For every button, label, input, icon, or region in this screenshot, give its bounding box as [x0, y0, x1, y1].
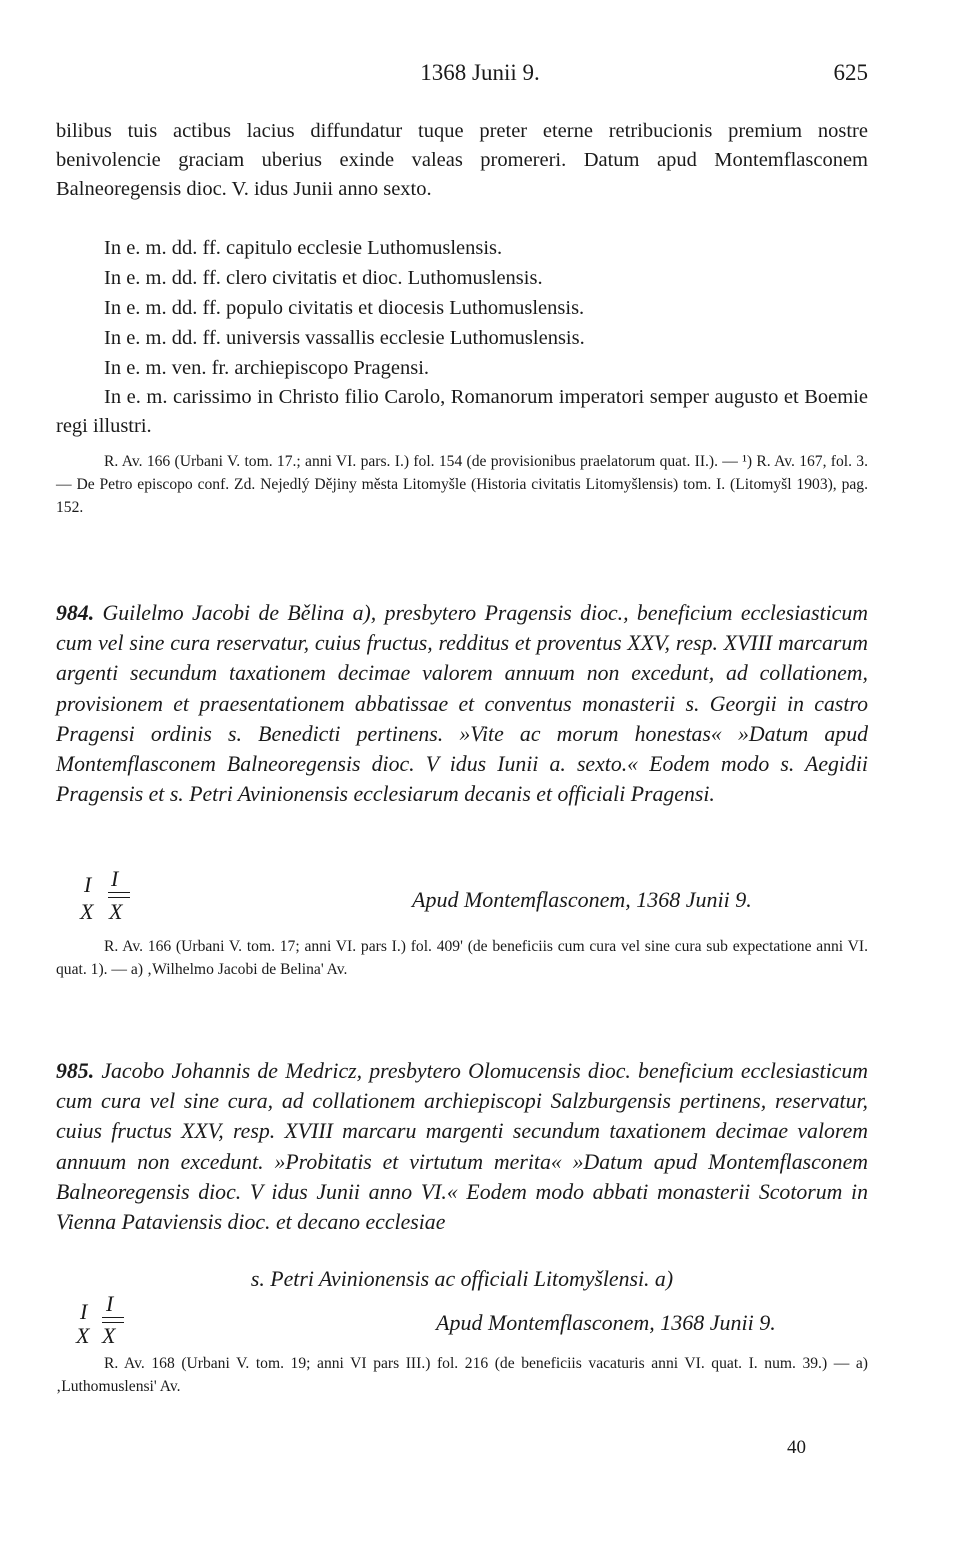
numeral-bottom-right: X [102, 1323, 116, 1348]
entry-985-last-line: s. Petri Avinionensis ac officiali Litomyšlensi. a) [250, 1267, 674, 1291]
signature-numerals [76, 1291, 136, 1348]
numeral-bottom-right: X [109, 899, 123, 924]
numeral-bottom-left: X [76, 1323, 90, 1348]
fraction-bar [108, 892, 130, 893]
sheet-number: 40 [787, 1437, 806, 1458]
fraction-bar [108, 897, 130, 898]
entry-984 [56, 598, 868, 809]
entry-text: Jacobo Johannis de Medricz, presbytero Olomucensis dioc. beneficium ecclesiasticum cum cura vel sine cura, ad collationem archiepiscopi Salzburgensis pertinens, reservatur, cuius fructus XXV, resp. XVIII marcaru margenti secundum taxationem decimae valorem annuum non excedunt. »Probitatis et virtutum merita« »Datum apud Montemflasconem Balneoregensis dioc. V idus Junii anno VI.« Eodem modo abbati monasterii Scotorum in Vienna Pataviensis dioc. et decano ecclesiae [56, 1059, 868, 1235]
in-eundem-list [104, 233, 864, 383]
in-eundem-last: In e. m. carissimo in Christo filio Carolo, Romanorum imperatori semper augusto et Boemie regi illustri. [56, 386, 868, 438]
in-eundem-line: In e. m. ven. fr. archiepiscopo Pragensi. [104, 357, 430, 379]
signature-numerals [78, 866, 138, 924]
page-number: 625 [833, 60, 868, 85]
entry-number: 984. [56, 601, 95, 625]
place-date: Apud Montemflasconem, 1368 Junii 9. [436, 1310, 776, 1335]
in-eundem-line: In e. m. dd. ff. clero civitatis et dioc. Luthomuslensis. [104, 267, 543, 289]
numeral-top-right: I [106, 1291, 114, 1316]
in-eundem-line: In e. m. dd. ff. capitulo ecclesie Luthomuslensis. [104, 237, 503, 259]
in-eundem-line: In e. m. dd. ff. populo civitatis et diocesis Luthomuslensis. [104, 297, 585, 319]
numeral-top-left: I [80, 1299, 88, 1324]
intro-paragraph: bilibus tuis actibus lacius diffundatur tuque preter eterne retribucionis premium nostre benivolencie graciam uberius exinde valeas promereri. Datum apud Montemflasconem Balneoregensis dioc. V. idus Junii anno sexto. [56, 120, 868, 201]
numeral-top-right: I [111, 866, 119, 891]
running-header [0, 58, 960, 92]
fraction-bar [102, 1317, 124, 1318]
numeral-bottom-left: X [80, 899, 94, 924]
place-date: Apud Montemflasconem, 1368 Junii 9. [412, 887, 752, 912]
numeral-top-left: I [84, 872, 92, 897]
entry-985 [56, 1056, 868, 1237]
entry-text: Guilelmo Jacobi de Bělina a), presbytero Pragensis dioc., beneficium ecclesiasticum cum vel sine cura reservatur, cuius fructus, redditus et proventus XXV, resp. XVIII marcarum argenti secundum taxationem decimae valorem annuum non excedunt, ad collationem, provisionem et praesentationem abbatissae et conventus monasterii s. Georgii in castro Pragensi ordinis s. Benedicti pertinens. »Vite ac morum honestas« »Datum apud Montemflasconem Balneoregensis dioc. V idus Iunii a. sexto.« Eodem modo s. Aegidii Pragensis et s. Petri Avinionensis ecclesiarum decanis et officiali Pragensi. [56, 601, 868, 807]
header-date: 1368 Junii 9. [420, 60, 540, 85]
footnote-984: R. Av. 166 (Urbani V. tom. 17; anni VI. pars I.) fol. 409' (de beneficiis cum cura vel sine cura sub expectatione anni VI. quat. 1). — a) ‚Wilhelmo Jacobi de Belina' Av. [56, 938, 868, 978]
in-eundem-line: In e. m. dd. ff. universis vassallis ecclesie Luthomuslensis. [104, 327, 585, 349]
footnote-985: R. Av. 168 (Urbani V. tom. 19; anni VI pars III.) fol. 216 (de beneficiis vacaturis anni VI. quat. I. num. 39.) — a) ‚Luthomuslensi' Av. [56, 1355, 868, 1395]
footnote-1: R. Av. 166 (Urbani V. tom. 17.; anni VI. pars. I.) fol. 154 (de provisionibus praelatorum quat. II.). — ¹) R. Av. 167, fol. 3. — De Petro episcopo conf. Zd. Nejedlý Dějiny města Litomyšle (Historia civitatis Litomyšlensis) tom. I. (Litomyšl 1903), pag. 152. [56, 453, 868, 516]
entry-number: 985. [56, 1059, 95, 1083]
